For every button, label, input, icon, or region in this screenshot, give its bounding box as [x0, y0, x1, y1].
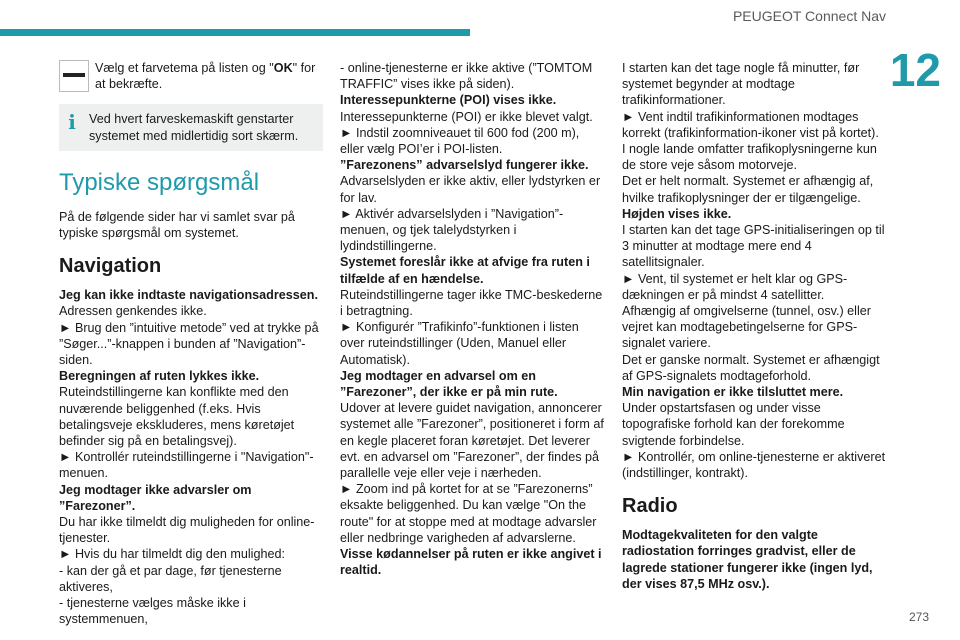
body-text: ► Aktivér advarselslyden i ”Navigation”-menuen, og tjek talelydstyrken i lydindstillingerne. [340, 206, 564, 254]
page-number: 273 [908, 610, 929, 624]
note-text-b: " for at bekræfte. [95, 61, 316, 92]
body-text: ► Indstil zoomniveauet til 600 fod (200 m), eller vælg POI’er i POI-listen. [340, 125, 580, 157]
column-1 [59, 60, 323, 627]
color-theme-note [59, 60, 323, 92]
body-text: Udover at levere guidet navigation, annoncerer systemet alle ”Farezoner”, positioneret i form af en kegle placeret foran køretøjet. Det leverer evt. en advarsel om ”Farezoner”, der findes på parallelle veje eller veje i nærheden. [340, 401, 604, 481]
body-text: ► Konfigurér ”Trafikinfo”-funktionen i listen over ruteindstillinger (Uden, Manuel eller Automatisk). [340, 320, 579, 367]
body-text: I starten kan det tage GPS-initialiseringen op til 3 minutter at modtage mere end 4 satellitsignaler. [622, 223, 885, 270]
question-heading: Interessepunkterne (POI) vises ikke. [340, 93, 557, 108]
body-text: I starten kan det tage nogle få minutter, før systemet begynder at modtage trafikinformationer. [622, 61, 860, 108]
header-title: PEUGEOT Connect Nav [732, 8, 886, 24]
question-heading: Beregningen af ruten lykkes ikke. [59, 369, 260, 384]
body-text: ► Zoom ind på kortet for at se ”Farezonerns” eksakte beliggenhed. Du kan vælge "On the route" for at stoppe med at modtage advarsler eller nedbringe varigheden af advarslerne. [340, 482, 597, 545]
note-text-ok: OK [273, 61, 293, 75]
body-text: - online-tjenesterne er ikke aktive (”TOMTOM TRAFFIC” vises ikke på siden). [340, 61, 593, 92]
question-heading: Jeg kan ikke indtaste navigationsadressen. [59, 288, 318, 303]
radio-question: Modtagekvaliteten for den valgte radiostation forringes gradvist, eller de lagrede stationer fungerer ikke (ingen lyd, der vises 87,5 MHz osv.). [622, 528, 873, 591]
color-theme-icon [59, 60, 89, 92]
column-3-body [622, 60, 888, 481]
question-heading: Jeg modtager en advarsel om en ”Farezoner”, der ikke er på min rute. [340, 368, 558, 400]
body-text: Du har ikke tilmeldt dig muligheden for online-tjenester. [59, 515, 315, 546]
section-title: Typiske spørgsmål [59, 168, 260, 196]
body-text: Det er helt normalt. Systemet er afhængig af, hvilke trafikoplysninger der er tilgængelige. [622, 174, 874, 205]
question-heading: Min navigation er ikke tilsluttet mere. [622, 385, 844, 400]
question-heading: Højden vises ikke. [622, 206, 732, 221]
body-text: - kan der gå et par dage, før tjenesterne aktiveres, [59, 563, 282, 594]
body-text: Interessepunkterne (POI) er ikke blevet valgt. [340, 109, 593, 124]
body-text: ► Vent, til systemet er helt klar og GPS-dækningen er på mindst 4 satellitter. [622, 271, 848, 302]
body-text: Ruteindstillingerne tager ikke TMC-beskederne i betragtning. [340, 287, 603, 319]
body-text: Afhængig af omgivelserne (tunnel, osv.) eller vejret kan modtagebetingelserne for GPS-signalet variere. [622, 304, 871, 351]
body-text: Det er ganske normalt. Systemet er afhængigt af GPS-signalets modtageforhold. [622, 352, 880, 383]
body-text: Under opstartsfasen og under visse topografiske forhold kan der forekomme svigtende forbindelse. [622, 401, 845, 448]
body-text: I nogle lande omfatter trafikoplysningerne kun de store veje såsom motorveje. [622, 142, 877, 173]
info-box [59, 104, 323, 150]
body-text: ► Kontrollér, om online-tjenesterne er aktiveret (indstillinger, kontrakt). [622, 449, 886, 481]
note-text [95, 60, 323, 92]
header-accent-bar [0, 29, 470, 36]
navigation-heading: Navigation [59, 255, 162, 278]
question-heading: Systemet foreslår ikke at afvige fra ruten i tilfælde af en hændelse. [340, 255, 590, 286]
chapter-number: 12 [889, 44, 941, 96]
question-heading: Jeg modtager ikke advarsler om ”Farezoner”. [59, 482, 252, 513]
radio-heading: Radio [622, 495, 678, 518]
body-text: ► Brug den ”intuitive metode” ved at trykke på ”Søger...”-knappen i bunden af ”Navigation”-siden. [59, 320, 319, 368]
navigation-body [59, 287, 323, 627]
note-text-a: Vælg et farvetema på listen og " [95, 61, 274, 75]
body-text: Advarselslyden er ikke aktiv, eller lydstyrken er for lav. [340, 174, 601, 205]
column-2 [340, 60, 606, 579]
question-heading: Visse kødannelser på ruten er ikke angivet i realtid. [340, 547, 602, 578]
body-text: - tjenesterne vælges måske ikke i systemmenuen, [59, 596, 246, 627]
info-text: Ved hvert farveskemaskift genstarter systemet med midlertidig sort skærm. [89, 112, 299, 143]
column-3 [622, 60, 888, 592]
body-text: ► Kontrollér ruteindstillingerne i "Navigation"-menuen. [59, 450, 314, 481]
body-text: Adressen genkendes ikke. [59, 304, 207, 319]
section-intro: På de følgende sider har vi samlet svar på typiske spørgsmål om systemet. [59, 209, 295, 241]
question-heading: ”Farezonens” advarselslyd fungerer ikke. [340, 158, 589, 173]
body-text: ► Hvis du har tilmeldt dig den mulighed: [59, 547, 285, 562]
body-text: ► Vent indtil trafikinformationen modtages korrekt (trafikinformation-ikoner vist på kortet). [622, 109, 879, 140]
body-text: Ruteindstillingerne kan konflikte med den nuværende beliggenhed (f.eks. Hvis betalingsveje ekskluderes, mens køretøjet befinder sig på en betalingsvej). [59, 385, 295, 449]
info-icon: i [68, 110, 76, 135]
